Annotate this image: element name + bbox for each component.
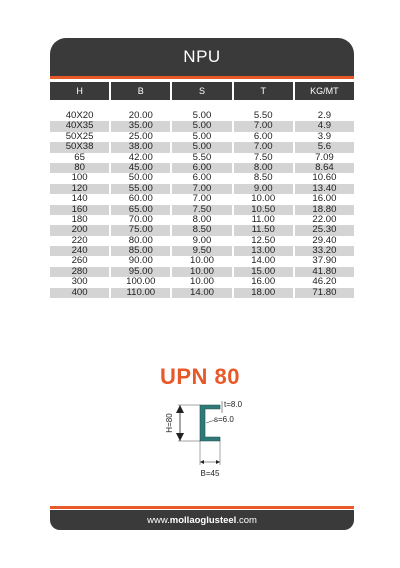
table-row: [50, 194, 354, 204]
table-cell: 3.9: [317, 130, 332, 142]
table-cell: 50X38: [50, 142, 109, 152]
table-cell: 10.00: [172, 267, 231, 277]
table-cell: 100: [71, 172, 88, 184]
table-cell: 260: [71, 255, 88, 267]
column-header: S: [172, 82, 231, 100]
table-cell: 9.00: [234, 184, 293, 194]
table-cell: 7.00: [234, 142, 293, 152]
table-cell: 10.60: [312, 172, 337, 184]
table-cell: 38.00: [111, 142, 170, 152]
table-cell: 7.00: [234, 121, 293, 131]
table-cell: 8.50: [253, 172, 273, 184]
table-cell: 90.00: [128, 255, 153, 267]
table-cell: 11.50: [234, 225, 293, 235]
table-cell: 200: [50, 225, 109, 235]
table-title: NPU: [50, 38, 354, 76]
table-cell: 42.00: [128, 151, 153, 163]
table-cell: 5.00: [172, 121, 231, 131]
table-cell: 33.20: [295, 246, 354, 256]
column-header: H: [50, 82, 109, 100]
table-cell: 40X35: [50, 121, 109, 131]
table-cell: 50.00: [128, 172, 153, 184]
table-cell: 85.00: [111, 246, 170, 256]
table-cell: 65: [74, 151, 85, 163]
s-label: s=6.0: [214, 415, 234, 424]
b-arrow-left: [200, 460, 204, 464]
table-cell: 8.50: [172, 225, 231, 235]
table-body: [50, 111, 354, 298]
column-header: KG/MT: [295, 82, 354, 100]
table-cell: 6.00: [172, 163, 231, 173]
table-cell: 180: [71, 213, 88, 225]
h-label: H=80: [165, 413, 174, 433]
table-cell: 60.00: [128, 193, 153, 205]
table-cell: 40X20: [65, 110, 94, 121]
table-cell: 95.00: [111, 267, 170, 277]
table-cell: 75.00: [111, 225, 170, 235]
footer-url[interactable]: www.mollaoglusteel.com: [147, 514, 257, 526]
table-cell: 37.90: [312, 255, 337, 267]
table-cell: 6.00: [253, 130, 273, 142]
table-cell: 80: [50, 163, 109, 173]
npu-table-card: [50, 38, 354, 298]
footer-bar: [50, 510, 354, 530]
table-cell: 8.00: [234, 163, 293, 173]
table-cell: 14.00: [251, 255, 276, 267]
table-cell: 120: [50, 184, 109, 194]
table-cell: 15.00: [234, 267, 293, 277]
table-cell: 5.50: [253, 110, 273, 121]
table-cell: 22.00: [312, 213, 337, 225]
table-cell: 110.00: [111, 288, 170, 298]
table-cell: 7.09: [315, 151, 334, 163]
profile-title: UPN 80: [159, 364, 241, 389]
table-cell: 80.00: [128, 234, 153, 246]
table-cell: 7.00: [172, 184, 231, 194]
table-cell: 41.80: [295, 267, 354, 277]
table-cell: 46.20: [312, 276, 337, 288]
table-cell: 14.00: [172, 288, 231, 298]
b-label: B=45: [200, 469, 220, 478]
table-cell: 5.50: [192, 151, 212, 163]
table-cell: 10.50: [234, 205, 293, 215]
column-header: B: [111, 82, 170, 100]
table-cell: 7.00: [192, 193, 212, 205]
table-cell: 13.40: [295, 184, 354, 194]
t-label: t=8.0: [224, 400, 243, 409]
table-cell: 7.50: [253, 151, 273, 163]
column-header: T: [234, 82, 293, 100]
table-cell: 45.00: [111, 163, 170, 173]
table-cell: 55.00: [111, 184, 170, 194]
table-cell: 160: [50, 205, 109, 215]
table-cell: 5.00: [172, 142, 231, 152]
table-cell: 220: [71, 234, 88, 246]
table-cell: 16.00: [251, 276, 276, 288]
table-cell: 100.00: [126, 276, 156, 288]
title-accent-line: [50, 76, 354, 79]
table-cell: 29.40: [312, 234, 337, 246]
table-cell: 4.9: [295, 121, 354, 131]
table-cell: 18.00: [234, 288, 293, 298]
table-cell: 5.00: [192, 110, 212, 121]
table-row: [50, 288, 354, 298]
table-cell: 70.00: [128, 213, 153, 225]
table-cell: 7.50: [172, 205, 231, 215]
table-cell: 25.30: [295, 225, 354, 235]
table-cell: 13.00: [234, 246, 293, 256]
table-cell: 65.00: [111, 205, 170, 215]
table-cell: 6.00: [192, 172, 212, 184]
table-cell: 20.00: [128, 110, 153, 121]
table-cell: 9.50: [172, 246, 231, 256]
table-cell: 400: [50, 288, 109, 298]
table-cell: 2.9: [317, 110, 332, 121]
table-cell: 10.00: [190, 255, 215, 267]
table-cell: 35.00: [111, 121, 170, 131]
h-arrow-top: [176, 405, 184, 413]
table-cell: 10.00: [190, 276, 215, 288]
table-header-row: [50, 82, 354, 100]
upn-profile-diagram: [150, 393, 260, 483]
table-cell: 50X25: [65, 130, 94, 142]
table-cell: 16.00: [312, 193, 337, 205]
table-cell: 5.6: [295, 142, 354, 152]
table-cell: 8.64: [295, 163, 354, 173]
b-arrow-right: [216, 460, 220, 464]
table-cell: 300: [71, 276, 88, 288]
table-cell: 12.50: [251, 234, 276, 246]
table-cell: 25.00: [128, 130, 153, 142]
table-cell: 280: [50, 267, 109, 277]
table-cell: 18.80: [295, 205, 354, 215]
table-cell: 71.80: [295, 288, 354, 298]
table-cell: 10.00: [251, 193, 276, 205]
table-cell: 9.00: [192, 234, 212, 246]
table-cell: 5.00: [192, 130, 212, 142]
footer-accent-line: [50, 506, 354, 509]
table-row: [50, 142, 354, 152]
table-cell: 8.00: [192, 213, 212, 225]
h-arrow-bottom: [176, 433, 184, 441]
table-cell: 140: [71, 193, 88, 205]
table-cell: 240: [50, 246, 109, 256]
table-cell: 11.00: [251, 213, 275, 225]
